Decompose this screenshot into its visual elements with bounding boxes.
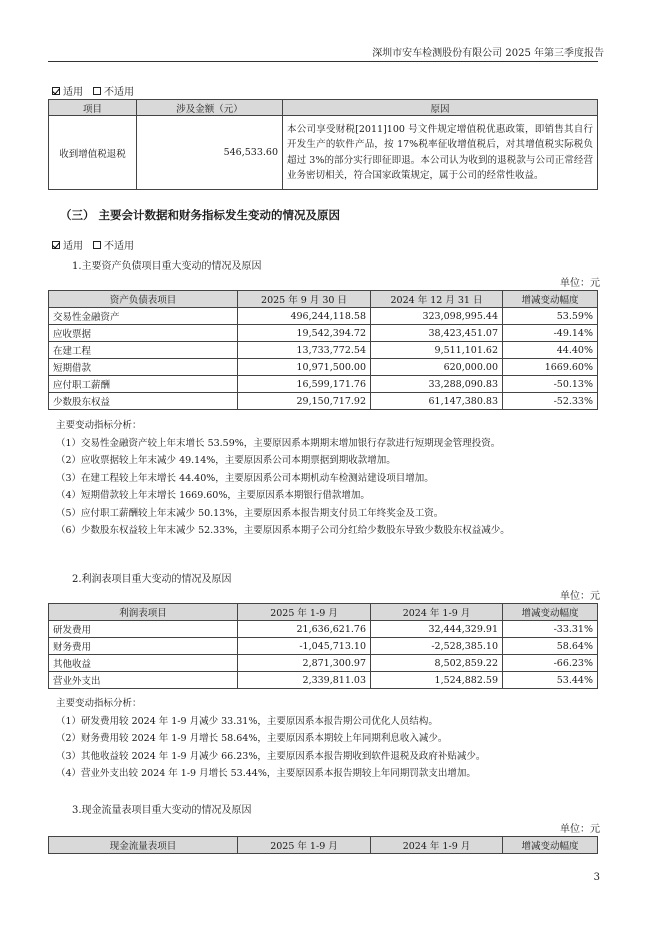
table-row [49,116,598,190]
value-cell: -66.23% [503,655,598,672]
value-cell: 53.59% [503,308,598,325]
applicable-label: 适用 [63,87,83,98]
item-cell: 收到增值税退税 [49,116,137,190]
row-label-cell: 交易性金融资产 [49,308,238,325]
table-header-row [49,837,598,854]
value-cell: 38,423,451.07 [371,325,503,342]
applicable-label: 适用 [63,241,83,252]
value-cell: 16,599,171.76 [238,376,371,393]
unchecked-checkbox-icon[interactable] [93,87,101,95]
notes-title: 主要变动指标分析： [56,698,142,709]
column-header: 资产负债表项目 [49,291,238,308]
column-header: 原因 [283,100,598,116]
note-line: （1）交易性金融资产较上年末增长 53.59%，主要原因系本期期末增加银行存款进行短期现金管理投资。 [56,437,501,449]
row-label-cell: 财务费用 [49,638,238,655]
table-row [49,308,598,325]
row-label-cell: 营业外支出 [49,672,238,689]
checked-checkbox-icon[interactable] [52,241,60,249]
column-header: 2024 年 1-9 月 [371,837,503,854]
table-header-row [49,291,598,308]
value-cell: 29,150,717.92 [238,393,371,410]
value-cell: 8,502,859.22 [371,655,503,672]
column-header: 项目 [49,100,137,116]
row-label-cell: 其他收益 [49,655,238,672]
subsection-title: 1.主要资产负债项目重大变动的情况及原因 [72,261,262,272]
unit-label: 单位：元 [560,824,600,835]
note-line: （2）财务费用较 2024 年 1-9 月增长 58.64%，主要原因系本期较上年同期利息收入减少。 [56,733,448,744]
value-cell: -33.31% [503,621,598,638]
unchecked-checkbox-icon[interactable] [93,241,101,249]
notes-title: 主要变动指标分析： [56,420,142,431]
value-cell: 61,147,380.83 [371,393,503,410]
value-cell: 496,244,118.58 [238,308,371,325]
table-row [49,655,598,672]
value-cell: 33,288,090.83 [371,376,503,393]
column-header: 利润表项目 [49,604,238,621]
unit-label: 单位：元 [560,278,600,289]
value-cell: 32,444,329.91 [371,621,503,638]
row-label-cell: 在建工程 [49,342,238,359]
column-header: 2024 年 1-9 月 [371,604,503,621]
value-cell: 323,098,995.44 [371,308,503,325]
table-row [49,393,598,410]
note-line: （3）其他收益较 2024 年 1-9 月减少 66.23%，主要原因系本报告期收到软件退税及政府补贴减少。 [56,750,486,762]
note-line: （1）研发费用较 2024 年 1-9 月减少 33.31%，主要原因系本报告期公司优化人员结构。 [56,715,438,727]
column-header: 2025 年 1-9 月 [238,837,371,854]
value-cell: -50.13% [503,376,598,393]
amount-cell: 546,533.60 [137,116,283,190]
value-cell: 1669.60% [503,359,598,376]
value-cell: 58.64% [503,638,598,655]
row-label-cell: 研发费用 [49,621,238,638]
page-number: 3 [593,872,600,883]
applicability-row [52,237,134,252]
subsection-title: 3.现金流量表项目重大变动的情况及原因 [72,805,252,816]
reason-cell: 本公司享受财税[2011]100 号文件规定增值税优惠政策，即销售其自行开发生产的软件产品，按 17%税率征收增值税后，对其增值税实际税负超过 3%的部分实行即征即退。本公司认为收到的退税款与公司正常经营业务密切相关，符合国家政策规定，属于公司的经常性收益。 [283,116,598,190]
column-header: 增减变动幅度 [503,837,598,854]
value-cell: 1,524,882.59 [371,672,503,689]
value-cell: 2,339,811.03 [238,672,371,689]
unit-label: 单位：元 [560,591,600,602]
table-row [49,359,598,376]
table-row [49,621,598,638]
value-cell: 9,511,101.62 [371,342,503,359]
row-label-cell: 少数股东权益 [49,393,238,410]
income-statement-table [48,603,598,689]
value-cell: 44.40% [503,342,598,359]
table-row [49,376,598,393]
note-line: （2）应收票据较上年末减少 49.14%，主要原因系公司本期票据到期收款增加。 [56,455,396,466]
note-line: （3）在建工程较上年末增长 44.40%，主要原因系公司本期机动车检测站建设项目增加。 [56,472,434,484]
note-line: （5）应付职工薪酬较上年末减少 50.13%，主要原因系本报告期支付员工年终奖金及工资。 [56,507,444,519]
value-cell: 620,000.00 [371,359,503,376]
column-header: 增减变动幅度 [503,604,598,621]
note-line: （6）少数股东权益较上年末减少 52.33%，主要原因系本期子公司分红给少数股东导致少数股东权益减少。 [56,525,510,536]
row-label-cell: 应收票据 [49,325,238,342]
table-row [49,325,598,342]
not-applicable-label: 不适用 [104,87,134,98]
value-cell: -2,528,385.10 [371,638,503,655]
value-cell: 10,971,500.00 [238,359,371,376]
table-header-row [49,100,598,116]
value-cell: -52.33% [503,393,598,410]
value-cell: -1,045,713.10 [238,638,371,655]
row-label-cell: 应付职工薪酬 [49,376,238,393]
value-cell: 13,733,772.54 [238,342,371,359]
value-cell: -49.14% [503,325,598,342]
column-header: 2025 年 1-9 月 [238,604,371,621]
value-cell: 2,871,300.97 [238,655,371,672]
table-row [49,638,598,655]
table-row [49,672,598,689]
nonrecurring-table [48,99,598,190]
table-header-row [49,604,598,621]
column-header: 2025 年 9 月 30 日 [238,291,371,308]
value-cell: 21,636,621.76 [238,621,371,638]
header-divider [48,61,598,62]
value-cell: 53.44% [503,672,598,689]
page-header: 深圳市安车检测股份有限公司 2025 年第三季度报告 [372,48,604,59]
subsection-title: 2.利润表项目重大变动的情况及原因 [72,574,232,585]
table-row [49,342,598,359]
column-header: 2024 年 12 月 31 日 [371,291,503,308]
column-header: 涉及金额（元） [137,100,283,116]
cashflow-table [48,836,598,854]
checked-checkbox-icon[interactable] [52,87,60,95]
note-line: （4）营业外支出较 2024 年 1-9 月增长 53.44%，主要原因系本报告期较上年同期罚款支出增加。 [56,768,476,779]
column-header: 现金流量表项目 [49,837,238,854]
not-applicable-label: 不适用 [104,241,134,252]
balance-notes [56,417,510,540]
section-title: （三） 主要会计数据和财务指标发生变动的情况及原因 [60,208,341,222]
column-header: 增减变动幅度 [503,291,598,308]
row-label-cell: 短期借款 [49,359,238,376]
balance-sheet-table [48,290,598,410]
note-line: （4）短期借款较上年末增长 1669.60%，主要原因系本期银行借款增加。 [56,490,370,501]
income-notes [56,695,485,783]
value-cell: 19,542,394.72 [238,325,371,342]
applicability-row [52,83,134,98]
